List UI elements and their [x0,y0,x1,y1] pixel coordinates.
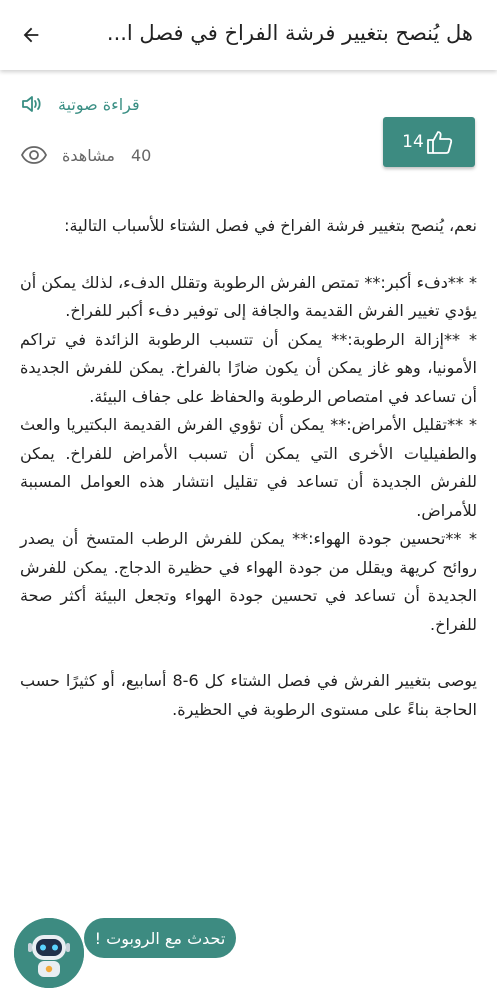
answer-intro: نعم، يُنصح بتغيير فرشة الفراخ في فصل الشتاء للأسباب التالية: [64,216,477,235]
arrow-left-icon [20,24,42,46]
page-title: هل يُنصح بتغيير فرشة الفراخ في فصل ا... [106,21,473,45]
answer-point: * **تحسين جودة الهواء:** يمكن للفرش الرطب المتسخ أن يصدر روائح كريهة ويقلل من جودة الهواء في حظيرة الدجاج. يمكن للفرش الجديدة أن تساعد في تحسين جودة الهواء وتجعل البيئة أكثر صحة للفراخ. [20,529,477,634]
eye-icon [20,145,48,165]
answer-point: * **دفء أكبر:** تمتص الفرش الرطوبة وتقلل الدفء، لذلك يمكن أن يؤدي تغيير الفرش القديمة والجافة إلى توفير دفء أكبر للفراخ. [20,272,477,320]
views-label: مشاهدة [62,145,115,165]
answer-point: * **إزالة الرطوبة:** يمكن أن تتسبب الرطوبة الزائدة في تراكم الأمونيا، وهو غاز يمكن أن يكون ضارًا بالفراخ. يمكن للفرش الجديدة أن تساعد في امتصاص الرطوبة والحفاظ على جفاف البيئة. [20,329,477,406]
audio-read-button[interactable] [20,93,140,115]
robot-icon [14,918,84,988]
robot-avatar-button[interactable] [14,918,84,988]
like-button[interactable] [383,117,475,167]
chat-with-bot-button[interactable] [84,918,236,958]
views-counter [20,145,151,165]
back-button[interactable] [14,18,48,52]
app-header [0,0,497,70]
views-count: 40 [130,145,152,165]
chat-label: تحدث مع الروبوت ! [94,928,226,948]
answer-text [20,212,477,724]
audio-label: قراءة صوتية [58,94,140,114]
answer-conclusion: يوصى بتغيير الفرش في فصل الشتاء كل 6-8 أسابيع، أو كثيرًا حسب الحاجة بناءً على مستوى الرطوبة في الحظيرة. [20,671,478,719]
thumbs-up-icon [426,129,456,155]
speaker-icon [20,93,44,115]
like-count: 14 [402,132,424,152]
answer-point: * **تقليل الأمراض:** يمكن أن تؤوي الفرش القديمة البكتيريا والعث والطفيليات الأخرى التي يمكن أن تسبب الأمراض للفراخ. يمكن للفرش الجديدة أن تساعد في تقليل انتشار هذه العوامل المسببة للأمراض. [20,415,477,520]
